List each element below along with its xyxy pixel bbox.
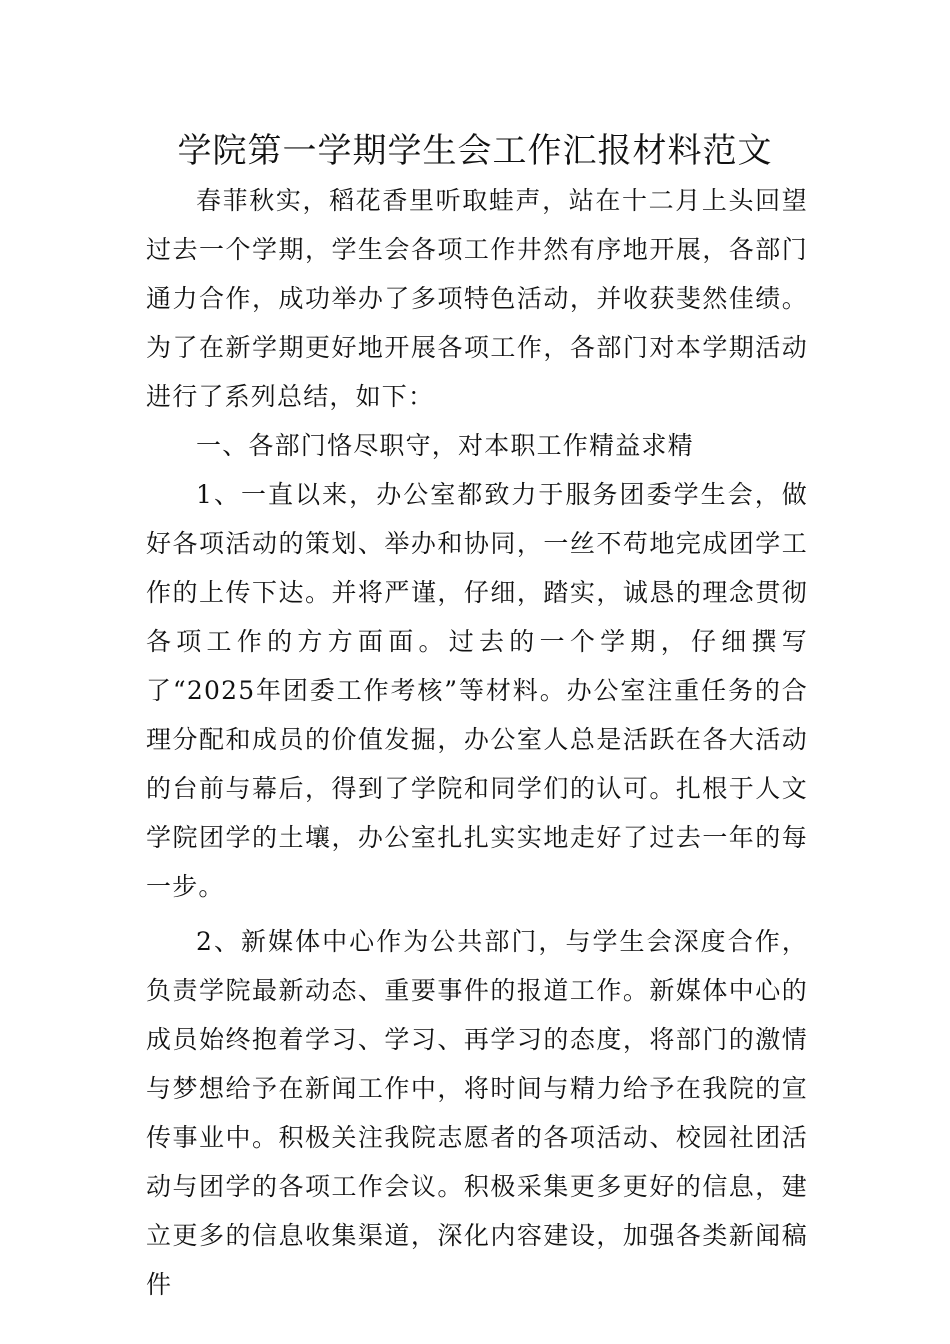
paragraph-new-media: 2、新媒体中心作为公共部门，与学生会深度合作，负责学院最新动态、重要事件的报道工作。新媒体中心的成员始终抱着学习、学习、再学习的态度，将部门的激情与梦想给予在新闻工作中，将时间与精力给予在我院的宣传事业中。积极关注我院志愿者的各项活动、校园社团活动与团学的各项工作会议。积极采集更多更好的信息，建立更多的信息收集渠道，深化内容建设，加强各类新闻稿件 bbox=[146, 927, 808, 1299]
paragraph-intro: 春菲秋实，稻花香里听取蛙声，站在十二月上头回望过去一个学期，学生会各项工作井然有序地开展，各部门通力合作，成功举办了多项特色活动，并收获斐然佳绩。为了在新学期更好地开展各项工作，各部门对本学期活动进行了系列总结，如下： bbox=[146, 186, 808, 411]
document-body bbox=[146, 176, 808, 1309]
paragraph-office: 1、一直以来，办公室都致力于服务团委学生会，做好各项活动的策划、举办和协同，一丝不苟地完成团学工作的上传下达。并将严谨，仔细，踏实，诚恳的理念贯彻各项工作的方方面面。过去的一个学期，仔细撰写了“2025年团委工作考核”等材料。办公室注重任务的合理分配和成员的价值发掘，办公室人总是活跃在各大活动的台前与幕后，得到了学院和同学们的认可。扎根于人文学院团学的土壤，办公室扎扎实实地走好了过去一年的每一步。 bbox=[146, 480, 808, 901]
document-title: 学院第一学期学生会工作汇报材料范文 bbox=[177, 131, 773, 171]
section-heading-1: 一、各部门恪尽职守，对本职工作精益求精 bbox=[196, 431, 694, 460]
